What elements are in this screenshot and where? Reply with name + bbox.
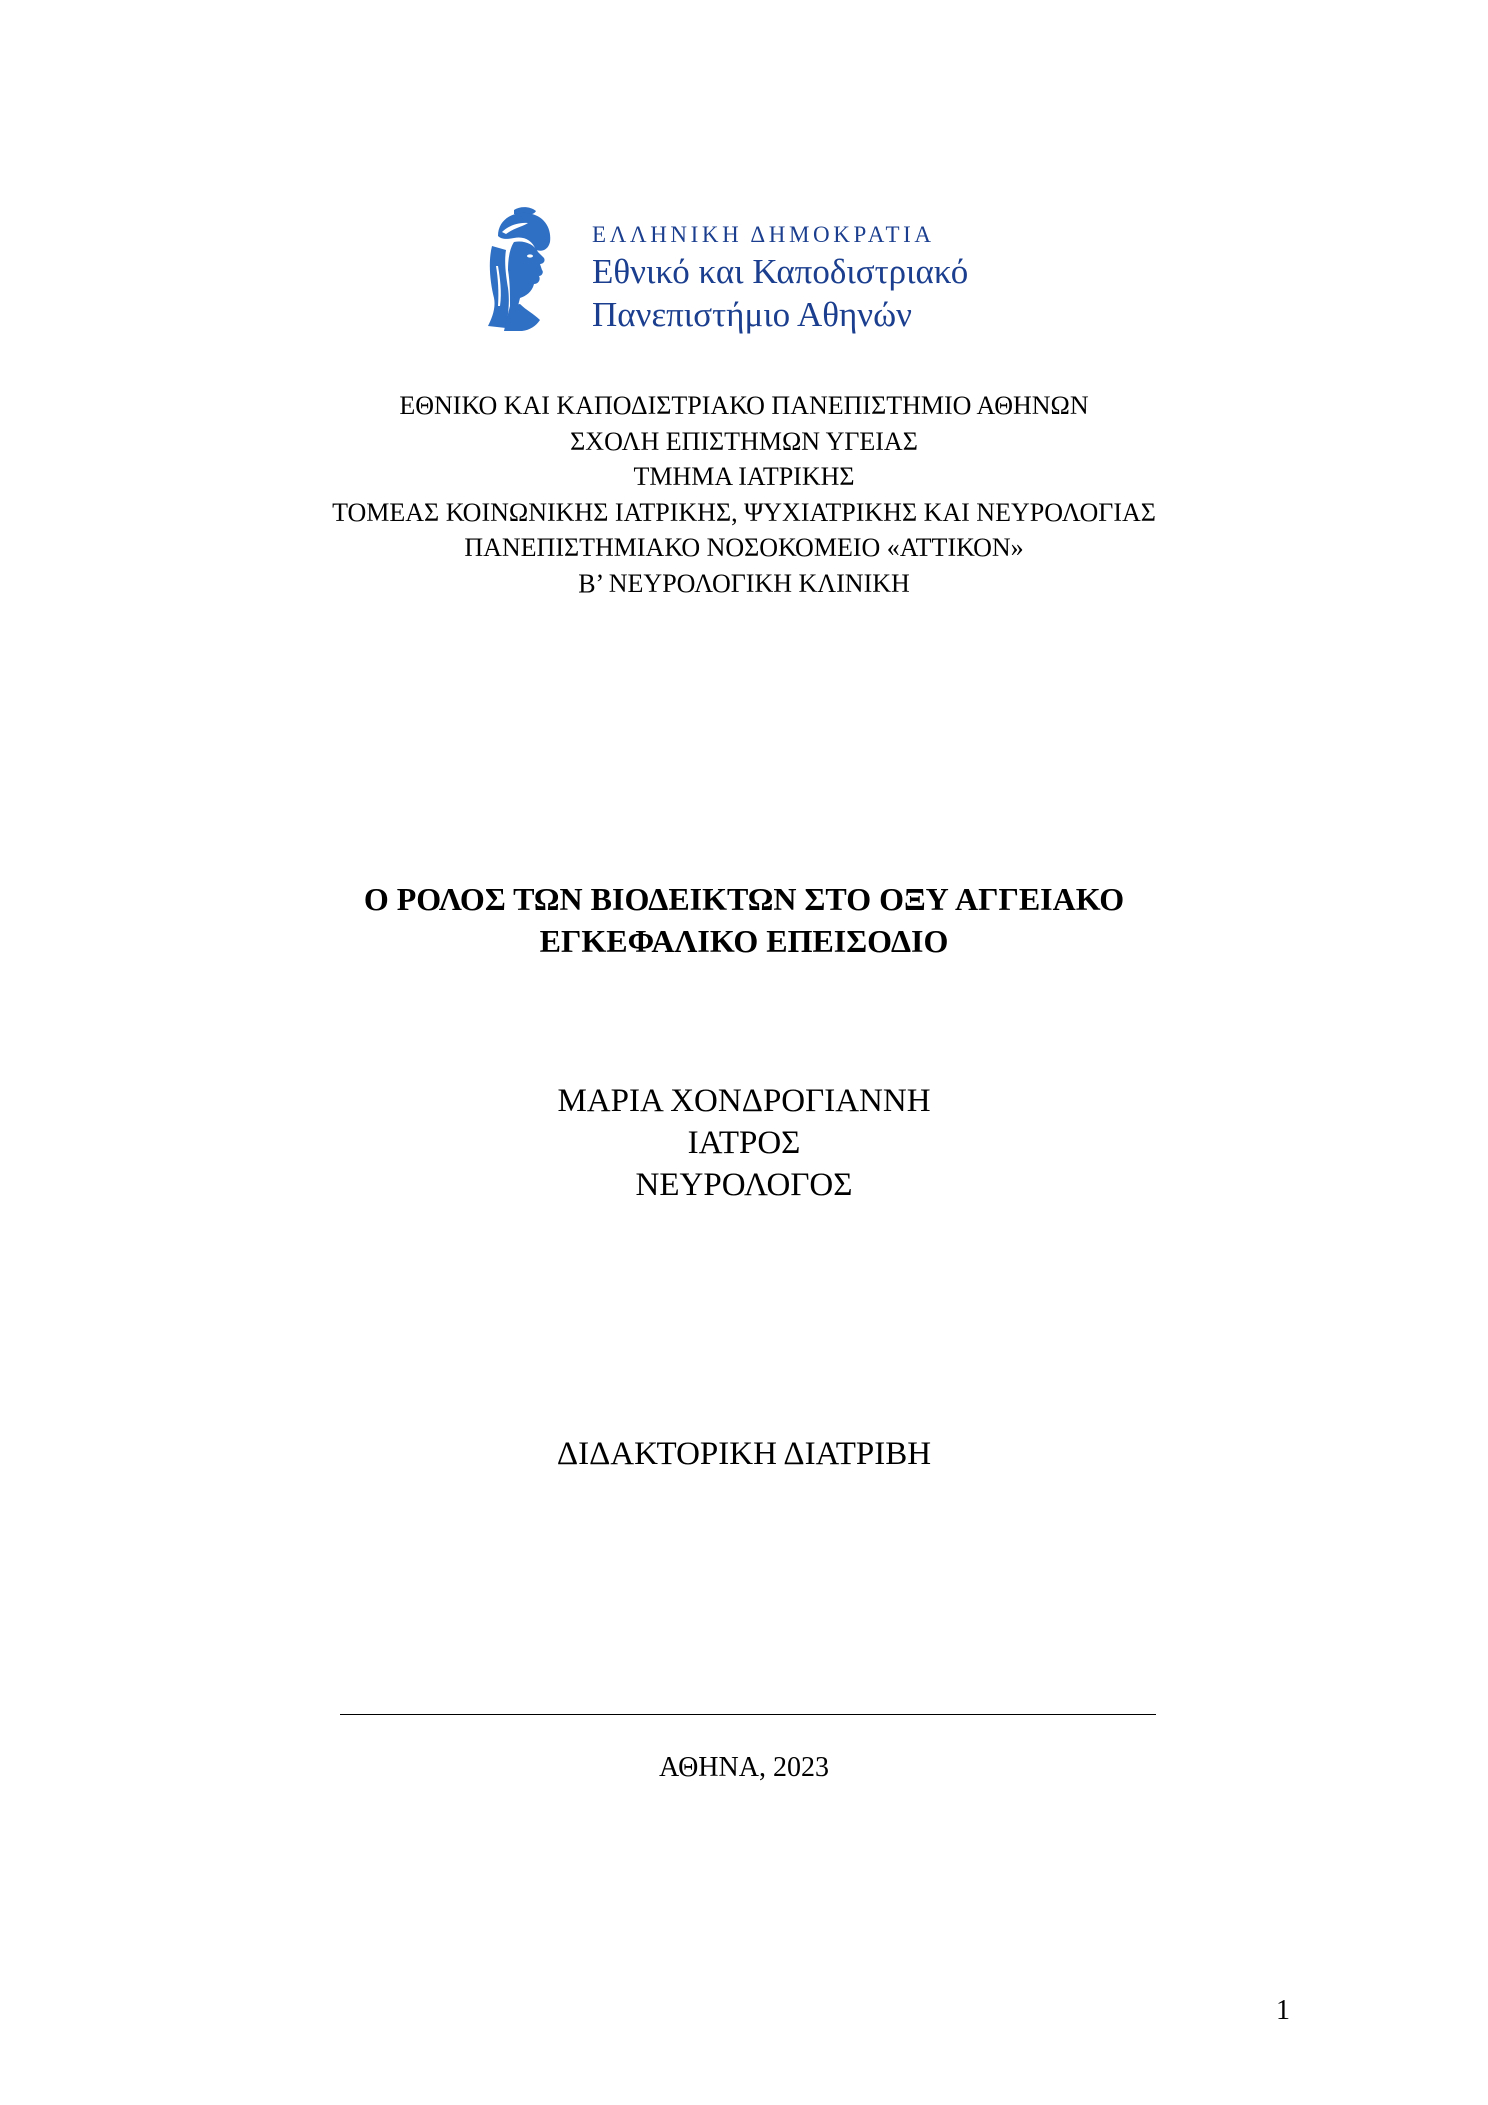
logo-wordmark: [592, 220, 968, 336]
logo-university-name-line1: Εθνικό και Καποδιστριακό: [592, 252, 969, 291]
university-logo: [484, 206, 1024, 336]
page-number: 1: [1276, 1995, 1290, 2026]
institution-hospital: ΠΑΝΕΠΙΣΤΗΜΙΑΚΟ ΝΟΣΟΚΟΜΕΙΟ «ΑΤΤΙΚΟΝ»: [464, 533, 1024, 562]
horizontal-rule: [340, 1714, 1156, 1715]
document-type: ΔΙΔΑΚΤΟΡΙΚΗ ΔΙΑΤΡΙΒΗ: [556, 1436, 932, 1472]
author-specialty: ΝΕΥΡΟΛΟΓΟΣ: [635, 1167, 853, 1203]
thesis-title: [0, 878, 1488, 962]
institution-department: ΤΜΗΜΑ ΙΑΤΡΙΚΗΣ: [633, 462, 855, 491]
logo-university-name-line2: Πανεπιστήμιο Αθηνών: [592, 295, 912, 334]
thesis-title-line1: Ο ΡΟΛΟΣ ΤΩΝ ΒΙΟΔΕΙΚΤΩΝ ΣΤΟ ΟΞΥ ΑΓΓΕΙΑΚΟ: [363, 881, 1125, 917]
institution-clinic: Β’ ΝΕΥΡΟΛΟΓΙΚΗ ΚΛΙΝΙΚΗ: [578, 568, 910, 598]
author-name: ΜΑΡΙΑ ΧΟΝΔΡΟΓΙΑΝΝΗ: [557, 1083, 931, 1119]
institution-school: ΣΧΟΛΗ ΕΠΙΣΤΗΜΩΝ ΥΓΕΙΑΣ: [570, 426, 918, 456]
athena-helmet-head-icon: [484, 206, 560, 332]
author-profession: ΙΑΤΡΟΣ: [687, 1125, 801, 1161]
institution-block: [0, 388, 1488, 601]
author-block: [0, 1080, 1488, 1206]
institution-sector: ΤΟΜΕΑΣ ΚΟΙΝΩΝΙΚΗΣ ΙΑΤΡΙΚΗΣ, ΨΥΧΙΑΤΡΙΚΗΣ ΚΑΙ ΝΕΥΡΟΛΟΓΙΑΣ: [332, 497, 1156, 527]
place-and-year: ΑΘΗΝΑ, 2023: [659, 1752, 829, 1783]
logo-republic-label: ΕΛΛΗΝΙΚΗ ΔΗΜΟΚΡΑΤΙΑ: [592, 222, 935, 247]
institution-university: ΕΘΝΙΚΟ ΚΑΙ ΚΑΠΟΔΙΣΤΡΙΑΚΟ ΠΑΝΕΠΙΣΤΗΜΙΟ ΑΘΗΝΩΝ: [399, 391, 1089, 420]
thesis-title-line2: ΕΓΚΕΦΑΛΙΚΟ ΕΠΕΙΣΟΔΙΟ: [539, 923, 949, 959]
